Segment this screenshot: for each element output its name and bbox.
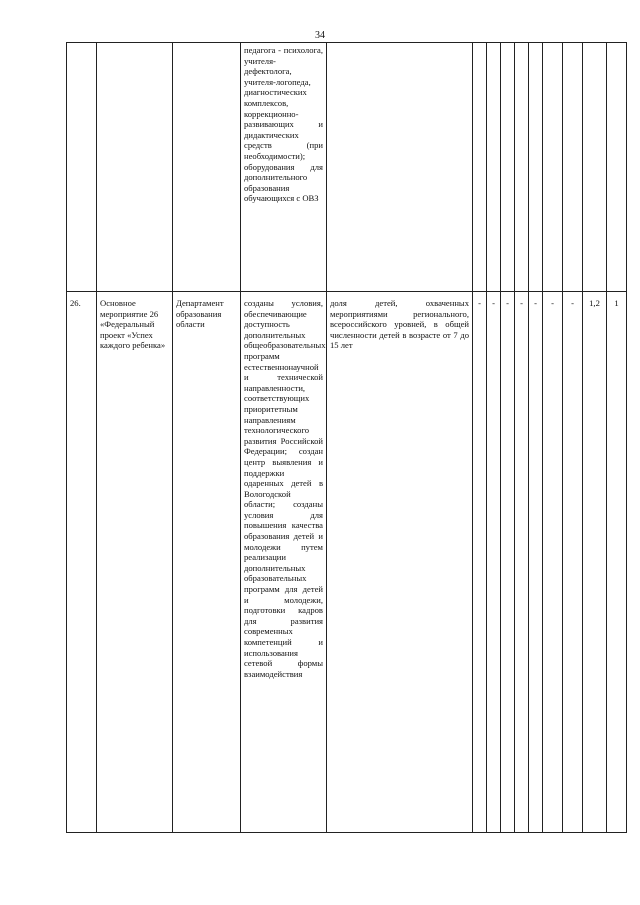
cell-indicator: доля детей, охваченных мероприятиями регионального, всероссийского уровней, в общей численности детей в возрасте от 7 до 15 лет [327, 292, 473, 833]
cell-mark-7: - [563, 292, 583, 833]
cell-mark-empty [473, 43, 487, 292]
cell-mark-empty [563, 43, 583, 292]
cell-mark-empty [607, 43, 627, 292]
cell-mark-empty [501, 43, 515, 292]
cell-mark-9: 1 [607, 292, 627, 833]
cell-mark-empty [487, 43, 501, 292]
cell-indicator-empty [327, 43, 473, 292]
cell-row-number: 26. [67, 292, 97, 833]
cell-mark-empty [529, 43, 543, 292]
cell-event-name: Основное мероприятие 26 «Федеральный проект «Успех каждого ребенка» [97, 292, 173, 833]
page-number: 34 [315, 30, 325, 41]
cell-mark-4: - [515, 292, 529, 833]
cell-activity: созданы условия, обеспечивающие доступность дополнительных общеобразовательных программ естественнонаучной и технической направленности, соответствующих приоритетным направлениям технологического развития Российской Федерации; создан центр выявления и поддержки одаренных детей в Вологодской области; созданы условия для повышения качества образования детей и молодежи путем реализации дополнительных образовательных программ для детей и молодежи, подготовки кадров для развития современных компетенций и использования сетевой формы взаимодействия [241, 292, 327, 833]
table-row-26 [67, 292, 627, 833]
cell-mark-8: 1,2 [583, 292, 607, 833]
activity-continuation-text: педагога - психолога, учителя-дефектолога, учителя-логопеда, диагностических комплексов, коррекционно-развивающих и дидактических средств (при необходимости); оборудования для дополнительного образования обучающихся с ОВЗ [244, 45, 323, 204]
cell-activity-continuation [241, 43, 327, 292]
cell-mark-3: - [501, 292, 515, 833]
cell-executor-empty [173, 43, 241, 292]
cell-mark-empty [515, 43, 529, 292]
table-row-continuation [67, 43, 627, 292]
cell-number-empty [67, 43, 97, 292]
cell-executor: Департамент образования области [173, 292, 241, 833]
cell-mark-empty [543, 43, 563, 292]
cell-mark-6: - [543, 292, 563, 833]
measures-table [66, 42, 627, 833]
cell-mark-2: - [487, 292, 501, 833]
cell-mark-5: - [529, 292, 543, 833]
cell-mark-empty [583, 43, 607, 292]
cell-mark-1: - [473, 292, 487, 833]
cell-event-empty [97, 43, 173, 292]
